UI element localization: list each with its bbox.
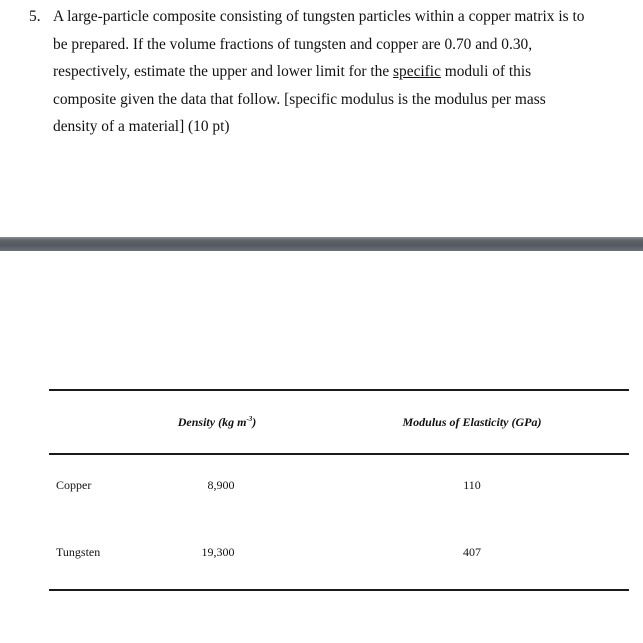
table-top-rule <box>49 389 629 391</box>
question-text <box>29 3 629 141</box>
question-line-3-end: moduli of this <box>440 63 532 80</box>
row-tungsten-density: 19,300 <box>201 545 235 559</box>
question-number: 5. <box>29 8 41 25</box>
underlined-word-specific: specific <box>393 63 441 80</box>
density-header-exponent: -3 <box>246 415 253 423</box>
page-break-divider <box>0 237 643 251</box>
question-line-3-start: respectively, estimate the upper and lower limit for the <box>53 63 394 80</box>
modulus-column-header: Modulus of Elasticity (GPa) <box>402 415 542 429</box>
row-tungsten-modulus: 407 <box>463 545 481 559</box>
question-body <box>53 3 629 141</box>
table-bottom-rule <box>49 589 629 591</box>
density-header-label: Density (kg m <box>177 415 247 429</box>
question-line-2: be prepared. If the volume fractions of tungsten and copper are 0.70 and 0.30, <box>53 35 533 53</box>
question-line-4: composite given the data that follow. [specific modulus is the modulus per mass <box>53 90 546 108</box>
table-header-rule <box>49 453 629 455</box>
question-line-1: A large-particle composite consisting of tungsten particles within a copper matrix is to <box>53 8 585 25</box>
density-header-close: ) <box>252 415 257 429</box>
density-column-header <box>178 415 257 429</box>
question-line-5: density of a material] (10 pt) <box>53 118 230 135</box>
row-copper-density: 8,900 <box>207 478 235 492</box>
row-tungsten-material: Tungsten <box>56 545 101 559</box>
row-copper-material: Copper <box>56 478 92 492</box>
question-line-3 <box>53 58 629 86</box>
row-copper-modulus: 110 <box>463 478 481 492</box>
